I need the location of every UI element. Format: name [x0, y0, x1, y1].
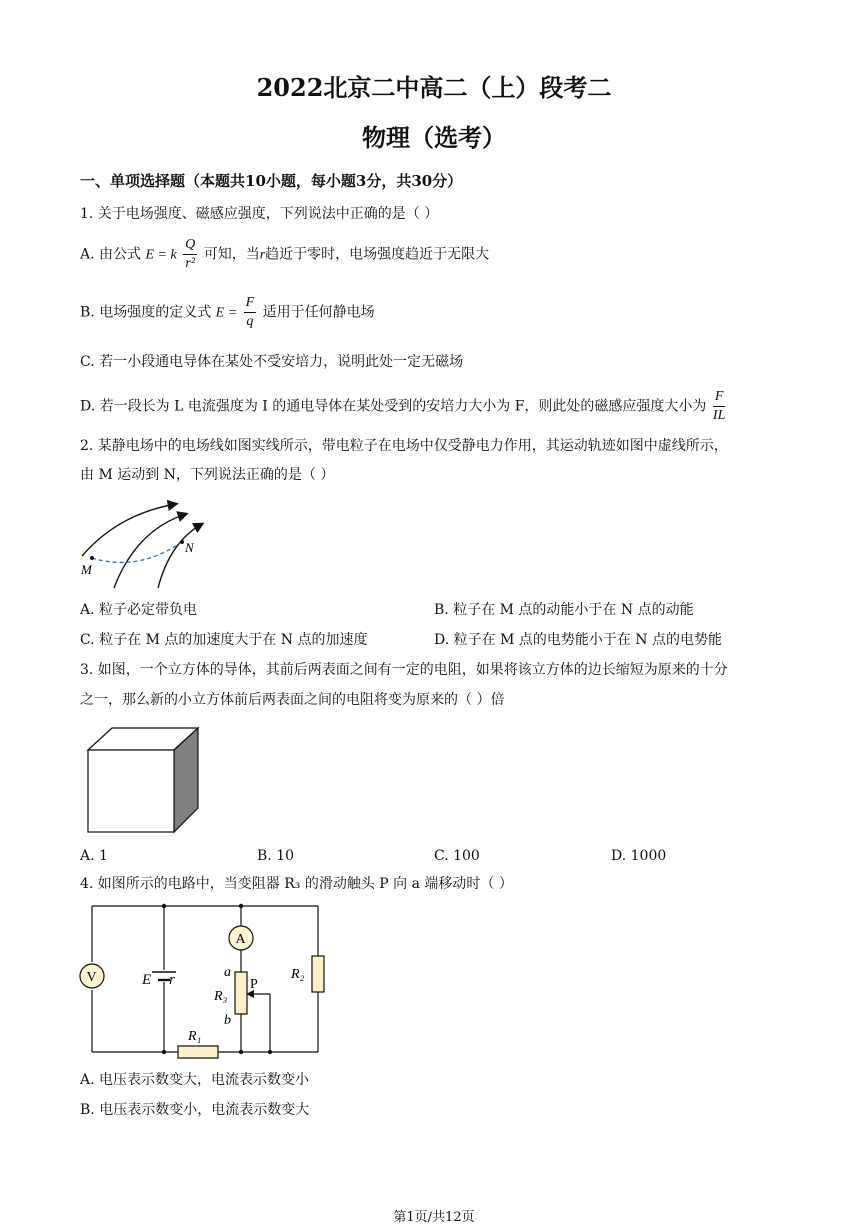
q1-a-numerator: Q [183, 236, 197, 255]
q2-option-a: A. 粒子必定带负电 [80, 602, 198, 618]
cube-figure [86, 726, 200, 834]
q1-b-denominator: q [246, 314, 254, 329]
q2-stem-line1: 2. 某静电场中的电场线如图实线所示，带电粒子在电场中仅受静电力作用，其运动轨迹如图中虚线所示， [80, 438, 728, 454]
label-slider-p: P [250, 977, 258, 992]
point-m [90, 556, 94, 560]
q4-stem: 4. 如图所示的电路中，当变阻器 R₃ 的滑动触头 P 向 a 端移动时（ ） [80, 876, 513, 892]
q1-option-d [80, 388, 727, 425]
q1-a-text2: 趋近于零时，电场强度趋近于无限大 [265, 246, 490, 263]
page-number: 第1页/共12页 [393, 1210, 475, 1225]
junction-dot [239, 904, 243, 908]
q1-a-prefix: A. 由公式 [80, 246, 142, 263]
q3-stem-line1: 3. 如图，一个立方体的导体，其前后两表面之间有一定的电阻，如果将该立方体的边长缩短为原来的十分 [80, 662, 728, 678]
q1-d-denominator: IL [712, 408, 726, 423]
label-m: M [81, 562, 92, 577]
field-line-1 [82, 504, 176, 556]
q1-option-b [80, 294, 375, 331]
page-subtitle: 物理（选考） [362, 123, 506, 152]
resistor-r1 [178, 1046, 218, 1058]
q3-option-b: B. 10 [257, 848, 295, 864]
junction-dot [162, 1050, 166, 1054]
label-terminal-a: a [224, 965, 231, 980]
label-n: N [185, 540, 194, 555]
junction-dot [239, 1050, 243, 1054]
q1-a-fraction [183, 236, 197, 273]
label-terminal-b: b [224, 1013, 231, 1028]
q4-option-b: B. 电压表示数变小，电流表示数变大 [80, 1102, 310, 1118]
page-title: 2022北京二中高二（上）段考二 [256, 73, 612, 102]
label-r-internal: r [169, 972, 175, 988]
circuit-figure [78, 900, 328, 1060]
label-e: E [142, 972, 152, 988]
q2-option-d: D. 粒子在 M 点的电势能小于在 N 点的电势能 [434, 632, 723, 648]
field-line-figure [78, 500, 218, 595]
q1-d-numerator: F [713, 388, 726, 407]
junction-dot [268, 1050, 272, 1054]
field-line-3 [158, 524, 202, 588]
ammeter-label: A [235, 932, 246, 947]
q4-option-a: A. 电压表示数变大，电流表示数变小 [80, 1072, 310, 1088]
resistor-r3 [235, 972, 247, 1014]
q1-a-equation: E = k [145, 247, 177, 263]
point-n [180, 540, 184, 544]
q3-option-a: A. 1 [80, 848, 108, 864]
q1-d-text: D. 若一段长为 L 电流强度为 I 的通电导体在某处受到的安培力大小为 F，则此处的磁感应强度大小为 [80, 398, 707, 415]
cube-front-face [88, 750, 174, 832]
q1-a-text: 可知，当 [203, 246, 260, 263]
q3-stem-line2: 之一，那么新的小立方体前后两表面之间的电阻将变为原来的（ ）倍 [80, 692, 505, 708]
q2-option-c: C. 粒子在 M 点的加速度大于在 N 点的加速度 [80, 632, 368, 648]
q1-stem: 1. 关于电场强度、磁感应强度，下列说法中正确的是（ ） [80, 206, 439, 222]
q1-b-fraction [244, 294, 257, 331]
q1-option-c: C. 若一小段通电导体在某处不受安培力，说明此处一定无磁场 [80, 354, 464, 370]
voltmeter-label: V [86, 970, 97, 985]
q1-a-denominator: r² [185, 256, 196, 271]
q3-option-c: C. 100 [434, 848, 480, 864]
label-r1: R₁ [188, 1029, 202, 1044]
label-r2: R₂ [291, 967, 305, 982]
q3-option-d: D. 1000 [611, 848, 667, 864]
field-line-2 [114, 514, 186, 588]
q2-option-b: B. 粒子在 M 点的动能小于在 N 点的动能 [434, 602, 694, 618]
resistor-r2 [312, 956, 324, 992]
q1-d-fraction [713, 388, 726, 425]
q1-b-prefix: B. 电场强度的定义式 [80, 304, 212, 321]
q1-b-equation: E = [215, 305, 238, 321]
label-r3: R₃ [214, 989, 228, 1004]
junction-dot [162, 904, 166, 908]
q1-option-a [80, 236, 489, 273]
q1-b-numerator: F [244, 294, 257, 313]
q2-stem-line2: 由 M 运动到 N，下列说法正确的是（ ） [80, 467, 335, 483]
q1-a-r: r [259, 247, 266, 263]
q1-b-text: 适用于任何静电场 [262, 304, 375, 321]
section-heading: 一、单项选择题（本题共10小题，每小题3分，共30分） [80, 172, 463, 190]
